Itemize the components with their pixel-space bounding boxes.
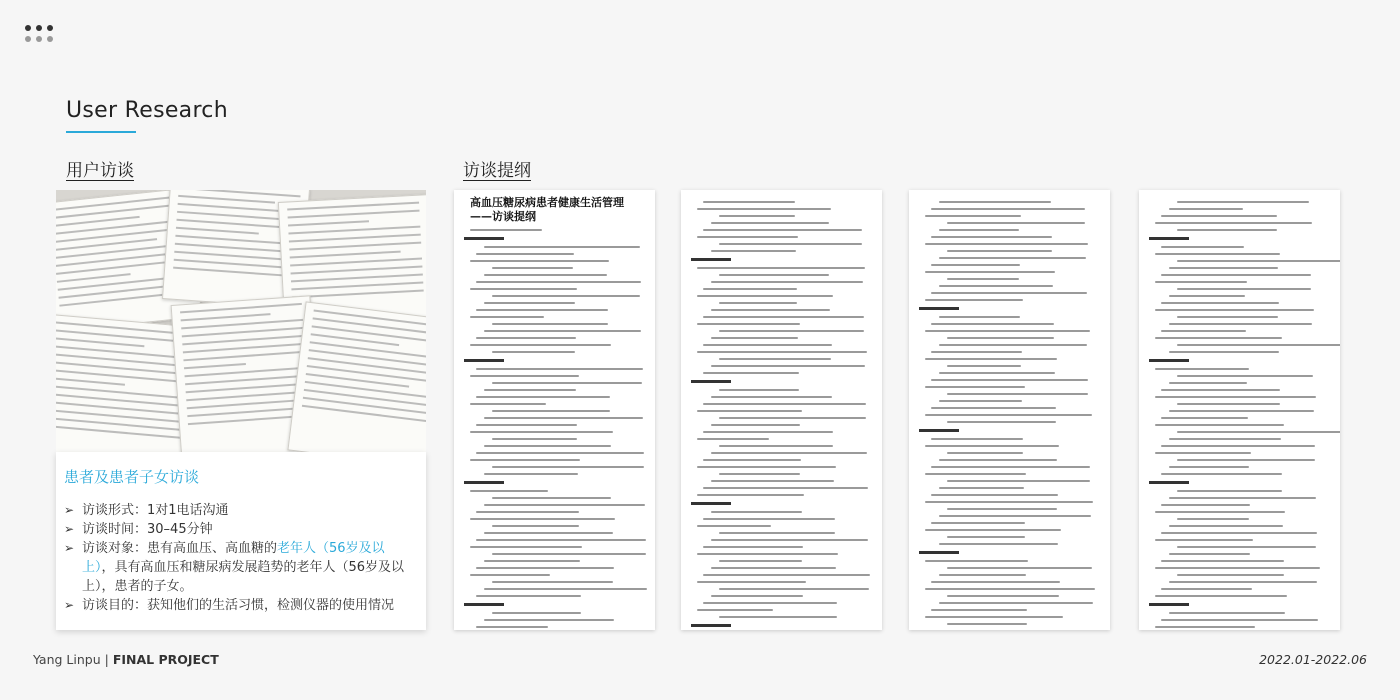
list-item-format: ➢ 访谈形式：1对1电话沟通: [64, 501, 416, 520]
outline-doc-page-2: [681, 190, 882, 630]
interview-info-list: [64, 501, 416, 615]
doc-text-lines: [1149, 201, 1330, 630]
doc-text-lines: [691, 201, 872, 630]
footer-dates: 2022.01-2022.06: [1259, 652, 1367, 667]
card-title: 患者及患者子女访谈: [64, 468, 200, 486]
doc-text-lines: [464, 229, 645, 630]
interview-info-card: [56, 452, 426, 630]
outline-doc-page-1: [454, 190, 655, 630]
outline-doc-page-4: [1139, 190, 1340, 630]
list-item-purpose: ➢ 访谈目的：获知他们的生活习惯，检测仪器的使用情况: [64, 596, 416, 615]
title-underline: [66, 131, 136, 133]
page-title: User Research: [66, 98, 228, 123]
outline-doc-title: 高血压糖尿病患者健康生活管理——访谈提纲: [470, 196, 624, 223]
interview-notes-photo: [56, 190, 426, 455]
section-title-outline: 访谈提纲: [463, 161, 531, 181]
list-item-target: ➢ 访谈对象：患有高血压、高血糖的老年人（56岁及以上），具有高血压和糖尿病发展趋势的老年人（56岁及以上），患者的子女。: [64, 539, 416, 596]
list-item-duration: ➢ 访谈时间：30–45分钟: [64, 520, 416, 539]
menu-dots-icon[interactable]: [25, 25, 55, 55]
outline-doc-page-3: [909, 190, 1110, 630]
footer-author: Yang Linpu | FINAL PROJECT: [33, 652, 219, 667]
doc-text-lines: [919, 201, 1100, 630]
section-title-interview: 用户访谈: [66, 161, 134, 181]
